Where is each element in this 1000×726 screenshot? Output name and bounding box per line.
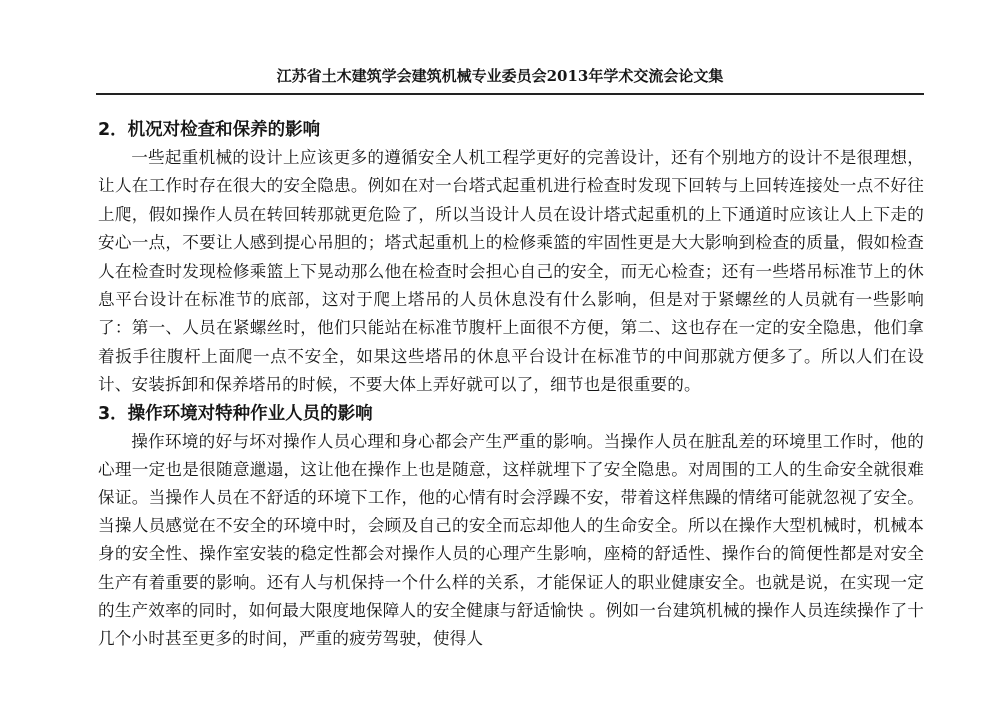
header-rule <box>96 93 924 95</box>
section-heading-2: 2．机况对检查和保养的影响 <box>98 120 321 140</box>
section-paragraph-2: 一些起重机械的设计上应该更多的遵循安全人机工程学更好的完善设计，还有个别地方的设计不是很理想，让人在工作时存在很大的安全隐患。例如在对一台塔式起重机进行检查时发现下回转与上回转连接处一点不好往上爬，假如操作人员在转回转那就更危险了，所以当设计人员在设计塔式起重机的上下通道时应该让人上下走的安心一点，不要让人感到提心吊胆的；塔式起重机上的检修乘篮的牢固性更是大大影响到检查的质量，假如检查人在检查时发现检修乘篮上下晃动那么他在检查时会担心自己的安全，而无心检查；还有一些塔吊标准节上的休息平台设计在标准节的底部，这对于爬上塔吊的人员休息没有什么影响，但是对于紧螺丝的人员就有一些影响了：第一、人员在紧螺丝时，他们只能站在标准节腹杆上面很不方便，第二、这也存在一定的安全隐患，他们拿着扳手往腹杆上面爬一点不安全，如果这些塔吊的休息平台设计在标准节的中间那就方便多了。所以人们在设计、安装拆卸和保养塔吊的时候，不要大体上弄好就可以了，细节也是很重要的。 <box>98 148 924 395</box>
running-header: 江苏省土木建筑学会建筑机械专业委员会2013年学术交流会论文集 <box>276 67 724 85</box>
section-paragraph-3: 操作环境的好与坏对操作人员心理和身心都会产生严重的影响。当操作人员在脏乱差的环境里工作时，他的心理一定也是很随意邋遢，这让他在操作上也是随意，这样就埋下了安全隐患。对周围的工人的生命安全就很难保证。当操作人员在不舒适的环境下工作，他的心情有时会浮躁不安，带着这样焦躁的情绪可能就忽视了安全。当操人员感觉在不安全的环境中时，会顾及自己的安全而忘却他人的生命安全。所以在操作大型机械时，机械本身的安全性、操作室安装的稳定性都会对操作人员的心理产生影响，座椅的舒适性、操作台的简便性都是对安全生产有着重要的影响。还有人与机保持一个什么样的关系，才能保证人的职业健康安全。也就是说，在实现一定的生产效率的同时，如何最大限度地保障人的安全健康与舒适愉快 。例如一台建筑机械的操作人员连续操作了十几个小时甚至更多的时间，严重的疲劳驾驶，使得人 <box>98 431 924 649</box>
section-heading-3: 3．操作环境对特种作业人员的影响 <box>98 403 373 424</box>
body-text <box>98 116 924 653</box>
